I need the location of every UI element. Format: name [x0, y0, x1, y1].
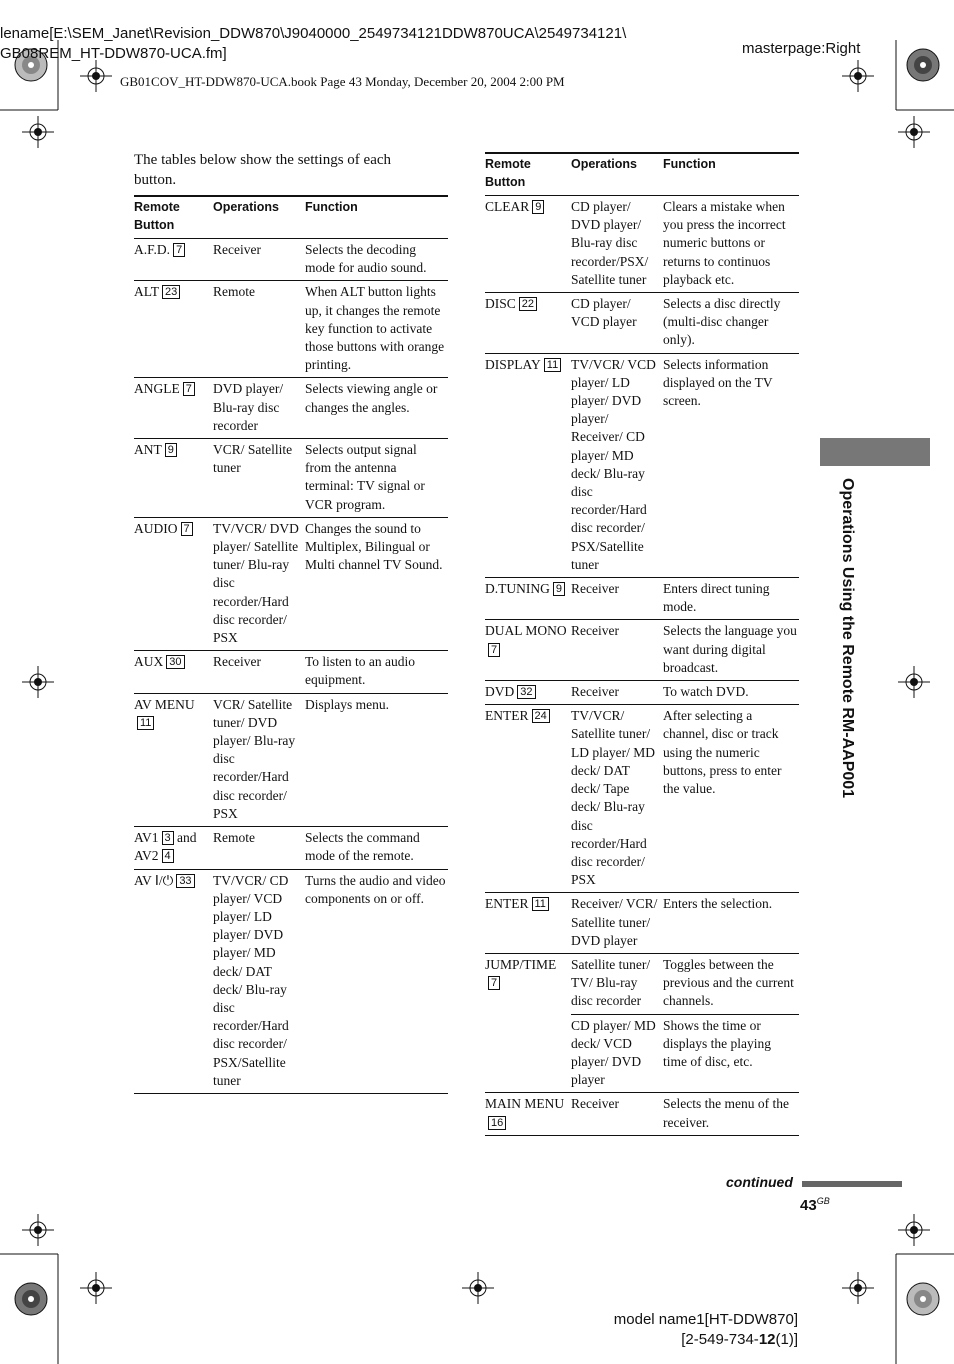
remote-button-cell: [134, 827, 213, 869]
table-row: [134, 693, 448, 826]
remote-button-cell: [485, 1014, 571, 1093]
remote-button-cell: [134, 378, 213, 439]
table-row: [134, 281, 448, 378]
table-row: [485, 293, 799, 354]
button-name: ALT: [134, 284, 160, 300]
table-row: [134, 651, 448, 693]
function-cell: Enters the selection.: [663, 893, 799, 954]
footer-model: [614, 1310, 798, 1350]
column-header-remote-button: Remote Button: [134, 196, 213, 239]
remote-button-cell: [134, 693, 213, 826]
operations-cell: TV/VCR/ CD player/ VCD player/ LD player/ DVD player/ MD deck/ DAT deck/ Blu-ray disc recorder/Hard disc recorder/ PSX/Satellite tuner: [213, 869, 305, 1093]
operations-cell: Remote: [213, 827, 305, 869]
button-number-badge: 9: [553, 582, 565, 596]
crosshair-icon: [462, 1272, 494, 1309]
button-name: D.TUNING: [485, 581, 550, 597]
operations-cell: CD player/ VCD player: [571, 293, 663, 354]
remote-button-cell: [485, 893, 571, 954]
section-tab: [820, 438, 930, 466]
button-number-badge: 3: [162, 831, 174, 845]
button-number-badge: 11: [532, 897, 549, 911]
button-number-badge: 11: [137, 716, 154, 730]
remote-button-cell: [485, 353, 571, 577]
function-cell: Turns the audio and video components on or off.: [305, 869, 448, 1093]
button-name: ENTER: [485, 708, 529, 724]
footer-model-name: model name1[HT-DDW870]: [613, 1311, 798, 1328]
button-name: JUMP/TIME: [485, 956, 557, 972]
color-wheel-icon: [906, 48, 940, 87]
operations-cell: TV/VCR/ VCD player/ LD player/ DVD player/ Receiver/ CD player/ MD deck/ Blu-ray disc recorder/Hard disc recorder/ PSX/Satellite tuner: [571, 353, 663, 577]
crosshair-icon: [22, 666, 54, 703]
continued-bar: [802, 1181, 902, 1187]
book-info: GB01COV_HT-DDW870-UCA.book Page 43 Monday, December 20, 2004 2:00 PM: [120, 74, 565, 89]
remote-button-cell: [485, 293, 571, 354]
remote-button-cell: [134, 651, 213, 693]
table-row: [134, 439, 448, 518]
crosshair-icon: [898, 116, 930, 153]
table-row: [485, 953, 799, 1014]
table-row: [485, 1093, 799, 1135]
function-cell: Clears a mistake when you press the incorrect numeric buttons or returns to continuos playback etc.: [663, 196, 799, 293]
button-name: AUX: [134, 654, 164, 670]
button-name: AV1: [134, 830, 159, 846]
crosshair-icon: [22, 1214, 54, 1251]
button-name: ANGLE: [134, 381, 180, 397]
button-number-badge: 32: [517, 685, 535, 699]
button-name: CLEAR: [485, 199, 530, 214]
section-title: [820, 478, 860, 838]
masterpage-label: masterpage:Right: [742, 40, 861, 57]
button-number-badge: 7: [181, 522, 193, 536]
continued-label: continued: [726, 1174, 793, 1190]
operations-cell: Remote: [213, 281, 305, 378]
button-name: AV Ⅰ/⏻: [134, 872, 174, 888]
function-cell: Selects output signal from the antenna terminal: TV signal or VCR program.: [305, 439, 448, 518]
page-number-value: 43: [800, 1197, 817, 1214]
color-wheel-icon: [906, 1282, 940, 1321]
operations-cell: Receiver: [571, 578, 663, 620]
table-row: [134, 239, 448, 281]
remote-button-cell: [485, 620, 571, 681]
table-row: [485, 353, 799, 577]
operations-cell: VCR/ Satellite tuner/ DVD player/ Blu-ray disc recorder/Hard disc recorder/ PSX: [213, 693, 305, 826]
table-row: [485, 1014, 799, 1093]
intro-text: The tables below show the settings of each button.: [134, 152, 392, 188]
remote-button-cell: [134, 517, 213, 650]
button-name: DVD: [485, 684, 515, 700]
function-cell: Selects information displayed on the TV screen.: [663, 353, 799, 577]
crosshair-icon: [898, 1214, 930, 1251]
button-name: DISPLAY: [485, 356, 541, 372]
file-path-line-1: lename[E:\SEM_Janet\Revision_DDW870\J9040000_2549734121DDW870UCA\2549734121\: [0, 25, 627, 42]
function-cell: Selects the command mode of the remote.: [305, 827, 448, 869]
remote-button-cell: [485, 196, 571, 293]
remote-button-cell: [134, 439, 213, 518]
remote-button-cell: [485, 705, 571, 893]
remote-button-cell: [485, 681, 571, 705]
button-name: DUAL MONO: [485, 623, 567, 639]
page-number-suffix: GB: [816, 1196, 830, 1206]
function-cell: When ALT button lights up, it changes the remote key function to activate those buttons with orange printing.: [305, 281, 448, 378]
table-row: [485, 681, 799, 705]
operations-cell: TV/VCR/ DVD player/ Satellite tuner/ Blu-ray disc recorder/Hard disc recorder/ PSX: [213, 517, 305, 650]
button-name: ENTER: [485, 896, 529, 912]
page-number: [800, 1196, 830, 1214]
operations-cell: DVD player/ Blu-ray disc recorder: [213, 378, 305, 439]
operations-cell: Satellite tuner/ TV/ Blu-ray disc recorder: [571, 953, 663, 1014]
button-name: and AV2: [134, 830, 197, 864]
color-wheel-icon: [14, 1282, 48, 1321]
button-number-badge: 4: [162, 849, 174, 863]
remote-button-cell: [485, 578, 571, 620]
column-header-operations: Operations: [213, 196, 305, 239]
column-header-function: Function: [663, 153, 799, 196]
settings-table-left: [134, 195, 448, 1094]
operations-cell: CD player/ DVD player/ Blu-ray disc recorder/PSX/ Satellite tuner: [571, 196, 663, 293]
column-header-operations: Operations: [571, 153, 663, 196]
function-cell: Selects viewing angle or changes the angles.: [305, 378, 448, 439]
button-number-badge: 7: [488, 643, 500, 657]
table-row: [485, 705, 799, 893]
function-cell: Selects the decoding mode for audio sound.: [305, 239, 448, 281]
function-cell: To watch DVD.: [663, 681, 799, 705]
crosshair-icon: [80, 1272, 112, 1309]
button-name: A.F.D.: [134, 242, 171, 257]
footer-part-number: [2-549-734-12(1)]: [681, 1331, 798, 1348]
function-cell: Selects a disc directly (multi-disc changer only).: [663, 293, 799, 354]
button-number-badge: 24: [532, 709, 550, 723]
operations-cell: Receiver: [213, 239, 305, 281]
operations-cell: Receiver: [571, 681, 663, 705]
operations-cell: Receiver: [571, 620, 663, 681]
column-header-function: Function: [305, 196, 448, 239]
settings-table-right: [485, 152, 799, 1136]
function-cell: Selects the language you want during digital broadcast.: [663, 620, 799, 681]
function-cell: Changes the sound to Multiplex, Bilingual or Multi channel TV Sound.: [305, 517, 448, 650]
function-cell: Displays menu.: [305, 693, 448, 826]
operations-cell: CD player/ MD deck/ VCD player/ DVD player: [571, 1014, 663, 1093]
column-header-remote-button: Remote Button: [485, 153, 571, 196]
crosshair-icon: [842, 60, 874, 97]
table-row: [134, 378, 448, 439]
remote-button-cell: [134, 281, 213, 378]
button-name: AUDIO: [134, 520, 178, 536]
remote-button-cell: [134, 869, 213, 1093]
operations-cell: TV/VCR/ Satellite tuner/ LD player/ MD deck/ DAT deck/ Tape deck/ Blu-ray disc recorder/Hard disc recorder/ PSX: [571, 705, 663, 893]
crosshair-icon: [898, 666, 930, 703]
function-cell: After selecting a channel, disc or track using the numeric buttons, press to enter the value.: [663, 705, 799, 893]
button-number-badge: 22: [519, 297, 537, 311]
operations-cell: Receiver: [213, 651, 305, 693]
table-row: [485, 578, 799, 620]
button-name: ANT: [134, 442, 162, 458]
button-number-badge: 16: [488, 1116, 506, 1130]
remote-button-cell: [485, 953, 571, 1014]
table-row: [134, 827, 448, 869]
function-cell: To listen to an audio equipment.: [305, 651, 448, 693]
operations-cell: Receiver: [571, 1093, 663, 1135]
operations-cell: Receiver/ VCR/ Satellite tuner/ DVD player: [571, 893, 663, 954]
function-cell: Shows the time or displays the playing time of disc, etc.: [663, 1014, 799, 1093]
file-path-line-2: GB08REM_HT-DDW870-UCA.fm]: [0, 45, 227, 62]
crosshair-icon: [22, 116, 54, 153]
button-number-badge: 23: [162, 285, 180, 299]
remote-button-cell: [134, 239, 213, 281]
button-name: MAIN MENU: [485, 1096, 565, 1112]
button-number-badge: 30: [166, 655, 184, 669]
button-number-badge: 33: [176, 874, 194, 888]
function-cell: Toggles between the previous and the current channels.: [663, 953, 799, 1014]
table-row: [485, 620, 799, 681]
crosshair-icon: [842, 1272, 874, 1309]
button-name: AV MENU: [134, 696, 195, 712]
button-name: DISC: [485, 296, 516, 312]
button-number-badge: 9: [165, 443, 177, 457]
function-cell: Enters direct tuning mode.: [663, 578, 799, 620]
button-number-badge: 9: [532, 200, 544, 214]
button-number-badge: 7: [183, 382, 195, 396]
table-row: [485, 893, 799, 954]
button-number-badge: 7: [488, 976, 500, 990]
section-title-text: Operations Using the Remote RM-AAP001: [839, 478, 856, 799]
function-cell: Selects the menu of the receiver.: [663, 1093, 799, 1135]
table-row: [134, 869, 448, 1093]
table-row: [485, 196, 799, 293]
button-number-badge: 11: [544, 358, 561, 372]
file-path-header: [0, 24, 626, 64]
crosshair-icon: [80, 60, 112, 97]
remote-button-cell: [485, 1093, 571, 1135]
operations-cell: VCR/ Satellite tuner: [213, 439, 305, 518]
table-row: [134, 517, 448, 650]
button-number-badge: 7: [173, 243, 185, 257]
